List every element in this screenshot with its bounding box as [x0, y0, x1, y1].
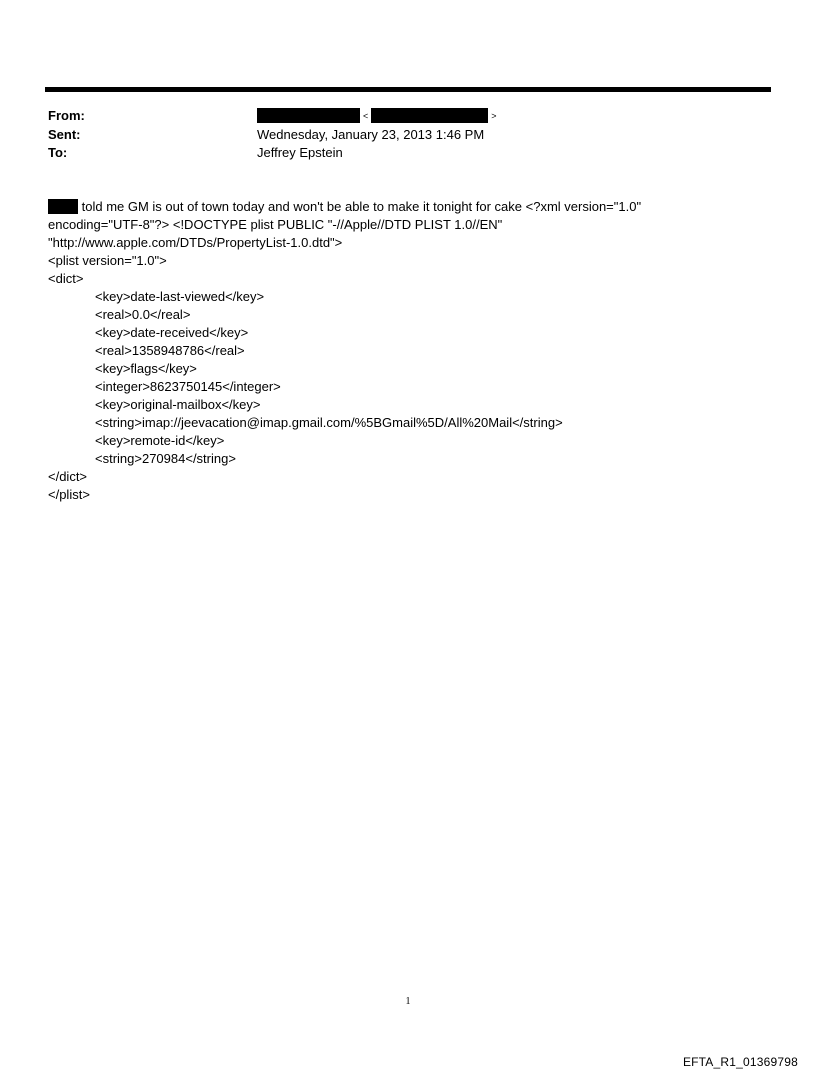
to-label: To:: [48, 145, 68, 160]
bates-number: EFTA_R1_01369798: [682, 1055, 798, 1069]
body-first-line-text: told me GM is out of town today and won't be able to make it tonight for cake <?xml version="1.0": [81, 199, 642, 214]
sent-value: Wednesday, January 23, 2013 1:46 PM: [257, 127, 485, 142]
plist-entry: <string>imap://jeevacation@imap.gmail.com/%5BGmail%5D/All%20Mail</string>: [95, 415, 563, 430]
body-line: </dict>: [48, 469, 88, 484]
body-line: <dict>: [48, 271, 84, 286]
plist-entry: <key>remote-id</key>: [95, 433, 225, 448]
plist-entry: <real>1358948786</real>: [95, 343, 245, 358]
plist-entry: <real>0.0</real>: [95, 307, 191, 322]
from-label: From:: [48, 108, 85, 123]
to-value: Jeffrey Epstein: [257, 145, 343, 160]
body-line: encoding="UTF-8"?> <!DOCTYPE plist PUBLIC "-//Apple//DTD PLIST 1.0//EN": [48, 217, 503, 232]
plist-entry: <key>original-mailbox</key>: [95, 397, 261, 412]
redacted-sender-name: [257, 108, 360, 123]
body-line: </plist>: [48, 487, 90, 502]
plist-entry: <integer>8623750145</integer>: [95, 379, 281, 394]
plist-entry: <key>flags</key>: [95, 361, 197, 376]
message-body: [48, 198, 768, 504]
sent-label: Sent:: [48, 127, 81, 142]
from-open-bracket: <: [363, 111, 369, 121]
body-line: <plist version="1.0">: [48, 253, 167, 268]
plist-entry: <key>date-received</key>: [95, 325, 249, 340]
plist-entry: <string>270984</string>: [95, 451, 236, 466]
from-close-bracket: >: [491, 111, 497, 121]
body-line-1: [48, 198, 768, 216]
body-line: "http://www.apple.com/DTDs/PropertyList-1.0.dtd">: [48, 235, 343, 250]
header-rule: [45, 87, 771, 92]
page-number: 1: [405, 996, 411, 1007]
from-value: [257, 108, 500, 124]
redacted-sender-email: [371, 108, 488, 123]
plist-entry: <key>date-last-viewed</key>: [95, 289, 265, 304]
redacted-name: [48, 199, 78, 214]
